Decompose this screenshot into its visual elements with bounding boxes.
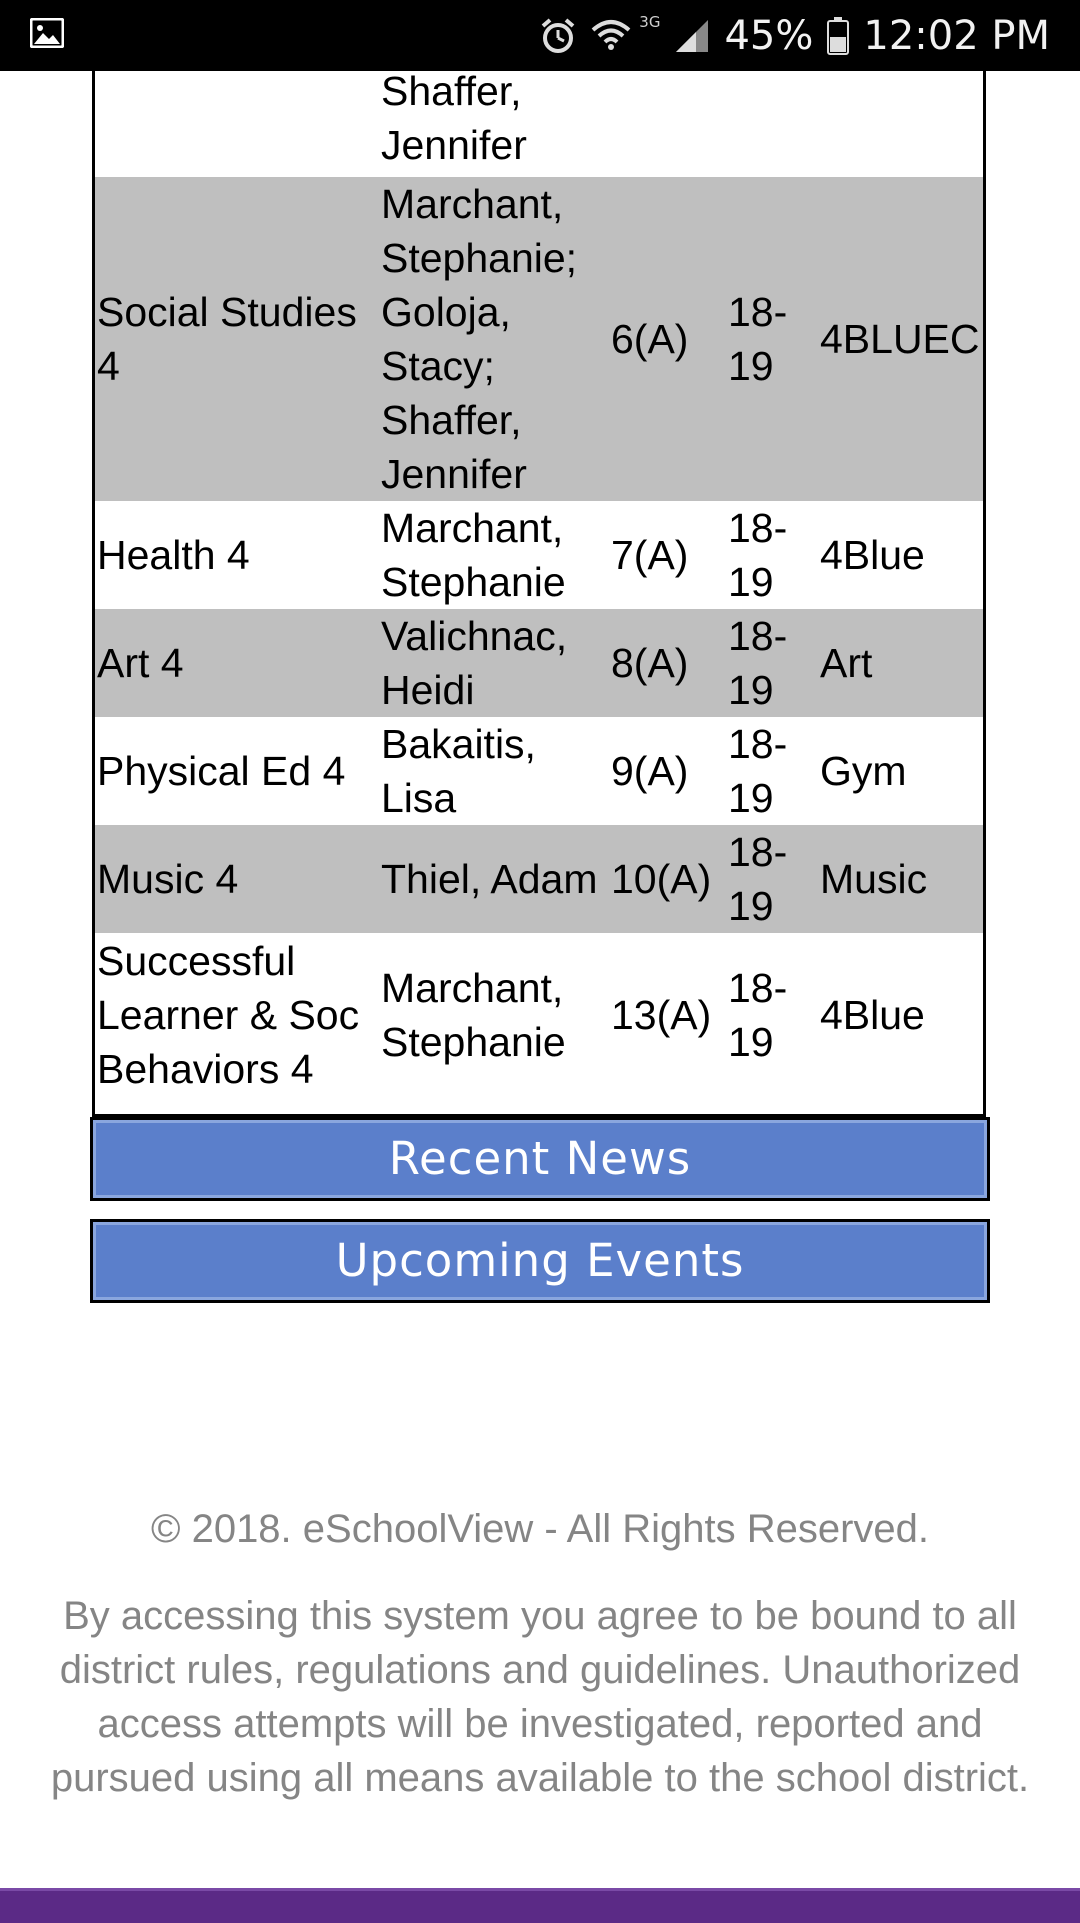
term-cell: 18-19: [726, 933, 818, 1097]
copyright-text: © 2018. eSchoolView - All Rights Reserved.: [150, 1507, 930, 1551]
disclaimer-text: By accessing this system you agree to be bound to all district rules, regulations and guidelines. Unauthorized access attempts will be investigated, reported and pursued using all means available to the school district.: [50, 1594, 1030, 1800]
teacher-cell: Bakaitis, Lisa: [379, 717, 609, 825]
room-cell: Gym: [818, 717, 983, 825]
room-cell: 4Blue: [818, 933, 983, 1097]
period-cell: 7(A): [609, 501, 726, 609]
course-cell: Art 4: [95, 609, 379, 717]
course-cell: Physical Ed 4: [95, 717, 379, 825]
bottom-strip: [0, 1888, 1080, 1923]
period-cell: 13(A): [609, 933, 726, 1097]
teacher-cell: Marchant, Stephanie: [379, 501, 609, 609]
teacher-cell: [379, 71, 609, 177]
recent-news-button[interactable]: Recent News: [90, 1117, 990, 1201]
upcoming-events-button[interactable]: Upcoming Events: [90, 1219, 990, 1303]
alarm-icon: [539, 17, 577, 55]
image-icon: [30, 18, 64, 48]
period-cell: 8(A): [609, 609, 726, 717]
course-cell: [95, 71, 379, 177]
course-cell: Health 4: [95, 501, 379, 609]
course-cell: Social Studies 4: [95, 177, 379, 501]
clock-time: 12:02 PM: [863, 12, 1050, 59]
network-type-label: 3G: [639, 12, 661, 31]
battery-percent: 45%: [724, 12, 814, 59]
room-cell: 4BLUEC: [818, 177, 983, 501]
term-cell: 18-19: [726, 609, 818, 717]
period-cell: 10(A): [609, 825, 726, 933]
course-cell: Music 4: [95, 825, 379, 933]
teacher-cell: Valichnac, Heidi: [379, 609, 609, 717]
battery-icon: [827, 17, 849, 55]
room-cell: Art: [818, 609, 983, 717]
term-cell: 18-19: [726, 717, 818, 825]
course-cell: Successful Learner & Soc Behaviors 4: [95, 933, 379, 1097]
table-row: [95, 71, 983, 177]
teacher-cell: Marchant, Stephanie: [379, 933, 609, 1097]
term-cell: 18-19: [726, 501, 818, 609]
period-cell: 6(A): [609, 177, 726, 501]
teacher-cell: Thiel, Adam: [379, 825, 609, 933]
teacher-cell: Marchant, Stephanie; Goloja, Stacy; Shaffer, Jennifer: [379, 177, 609, 501]
term-cell: 18-19: [726, 825, 818, 933]
table-row: [95, 933, 983, 1097]
signal-icon: [674, 18, 710, 54]
table-row: [95, 825, 983, 933]
status-bar: [0, 0, 1080, 71]
period-cell: 9(A): [609, 717, 726, 825]
table-row: [95, 501, 983, 609]
room-cell: Music: [818, 825, 983, 933]
table-row: [95, 609, 983, 717]
table-row: [95, 717, 983, 825]
term-cell: 18-19: [726, 177, 818, 501]
wifi-icon: [591, 18, 631, 54]
term-cell: [726, 71, 818, 177]
room-cell: 4Blue: [818, 501, 983, 609]
room-cell: [818, 71, 983, 177]
teacher-text: Shaffer, Jennifer: [381, 71, 527, 168]
table-row: [95, 177, 983, 501]
schedule-table: [92, 71, 986, 1117]
period-cell: [609, 71, 726, 177]
